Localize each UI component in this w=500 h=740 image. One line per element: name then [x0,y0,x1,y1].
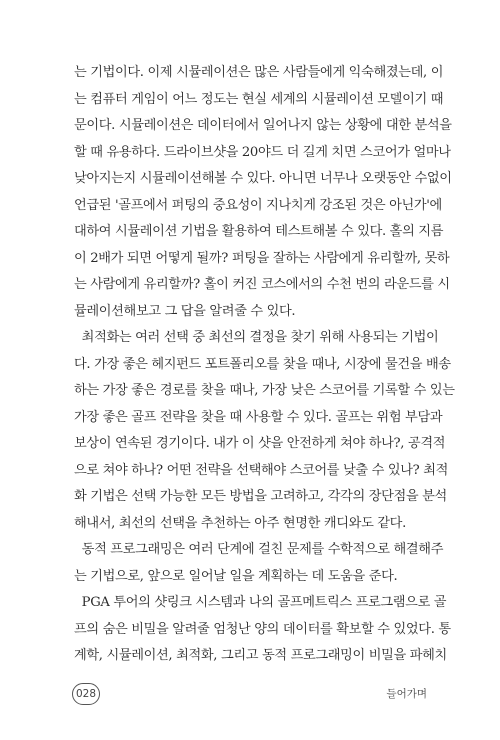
text-line: 프의 숨은 비밀을 알려줄 엄청난 양의 데이터를 확보할 수 있었다. 통 [74,621,451,637]
text-line: 동적 프로그래밍은 여러 단계에 걸친 문제를 수학적으로 해결해주 [74,542,444,557]
paragraph-dynamic-programming [74,537,444,590]
text-line: 다. 가장 좋은 헤지펀드 포트폴리오를 찾을 때나, 시장에 물건을 배송 [74,356,451,372]
text-line: 는 컴퓨터 게임이 어느 정도는 현실 세계의 시뮬레이션 모델이기 때 [74,91,444,107]
text-line: 가장 좋은 골프 전략을 찾을 때 사용할 수 있다. 골프는 위험 부담과 [74,409,443,425]
text-line: 으로 쳐야 하나? 어떤 전략을 선택해야 스코어를 낮출 수 있나? 최적 [74,462,448,478]
text-line: 는 사람에게 유리할까? 홀이 커진 코스에서의 수천 번의 라운드를 시 [74,277,450,292]
text-line: 이 2배가 되면 어떻게 될까? 퍼팅을 잘하는 사람에게 유리할까, 못하 [74,250,450,266]
text-line: PGA 투어의 샷링크 시스템과 나의 골프메트릭스 프로그램으로 골 [74,595,447,610]
page-number: 028 [72,683,100,705]
text-line: 문이다. 시뮬레이션은 데이터에서 일어나지 않는 상황에 대한 분석을 [74,118,452,133]
text-line: 화 기법은 선택 가능한 모든 방법을 고려하고, 각각의 장단점을 분석 [74,489,447,504]
text-line: 언급된 '골프에서 퍼팅의 중요성이 지나치게 강조된 것은 아닌가'에 [74,197,442,213]
text-line: 보상이 연속된 경기이다. 내가 이 샷을 안전하게 쳐야 하나?, 공격적 [74,436,446,451]
paragraph-optimization [74,325,455,537]
text-line: 계학, 시뮬레이션, 최적화, 그리고 동적 프로그래밍이 비밀을 파헤치 [74,648,447,663]
body-text [74,60,455,670]
section-title: 들어가며 [386,688,427,700]
text-line: 대하여 시뮬레이션 기법을 활용하여 테스트해볼 수 있다. 홀의 지름 [74,224,444,239]
text-line: 는 기법으로, 앞으로 일어날 일을 계획하는 데 도움을 준다. [74,568,398,584]
text-line: 는 기법이다. 이제 시뮬레이션은 많은 사람들에게 익숙해졌는데, 이 [74,65,444,80]
text-line: 할 때 유용하다. 드라이브샷을 20야드 더 길게 치면 스코어가 얼마나 [74,144,451,160]
text-line: 뮬레이션해보고 그 답을 알려줄 수 있다. [74,303,296,319]
text-line: 해내서, 최선의 선택을 추천하는 아주 현명한 캐디와도 같다. [74,515,406,531]
text-line: 낮아지는지 시뮬레이션해볼 수 있다. 아니면 너무나 오랫동안 수없이 [74,171,452,186]
text-line: 하는 가장 좋은 경로를 찾을 때나, 가장 낮은 스코어를 기록할 수 있는 [74,383,455,398]
paragraph-shotlink [74,590,451,670]
paragraph-simulation [74,60,452,325]
text-line: 최적화는 여러 선택 중 최선의 결정을 찾기 위해 사용되는 기법이 [74,330,439,345]
